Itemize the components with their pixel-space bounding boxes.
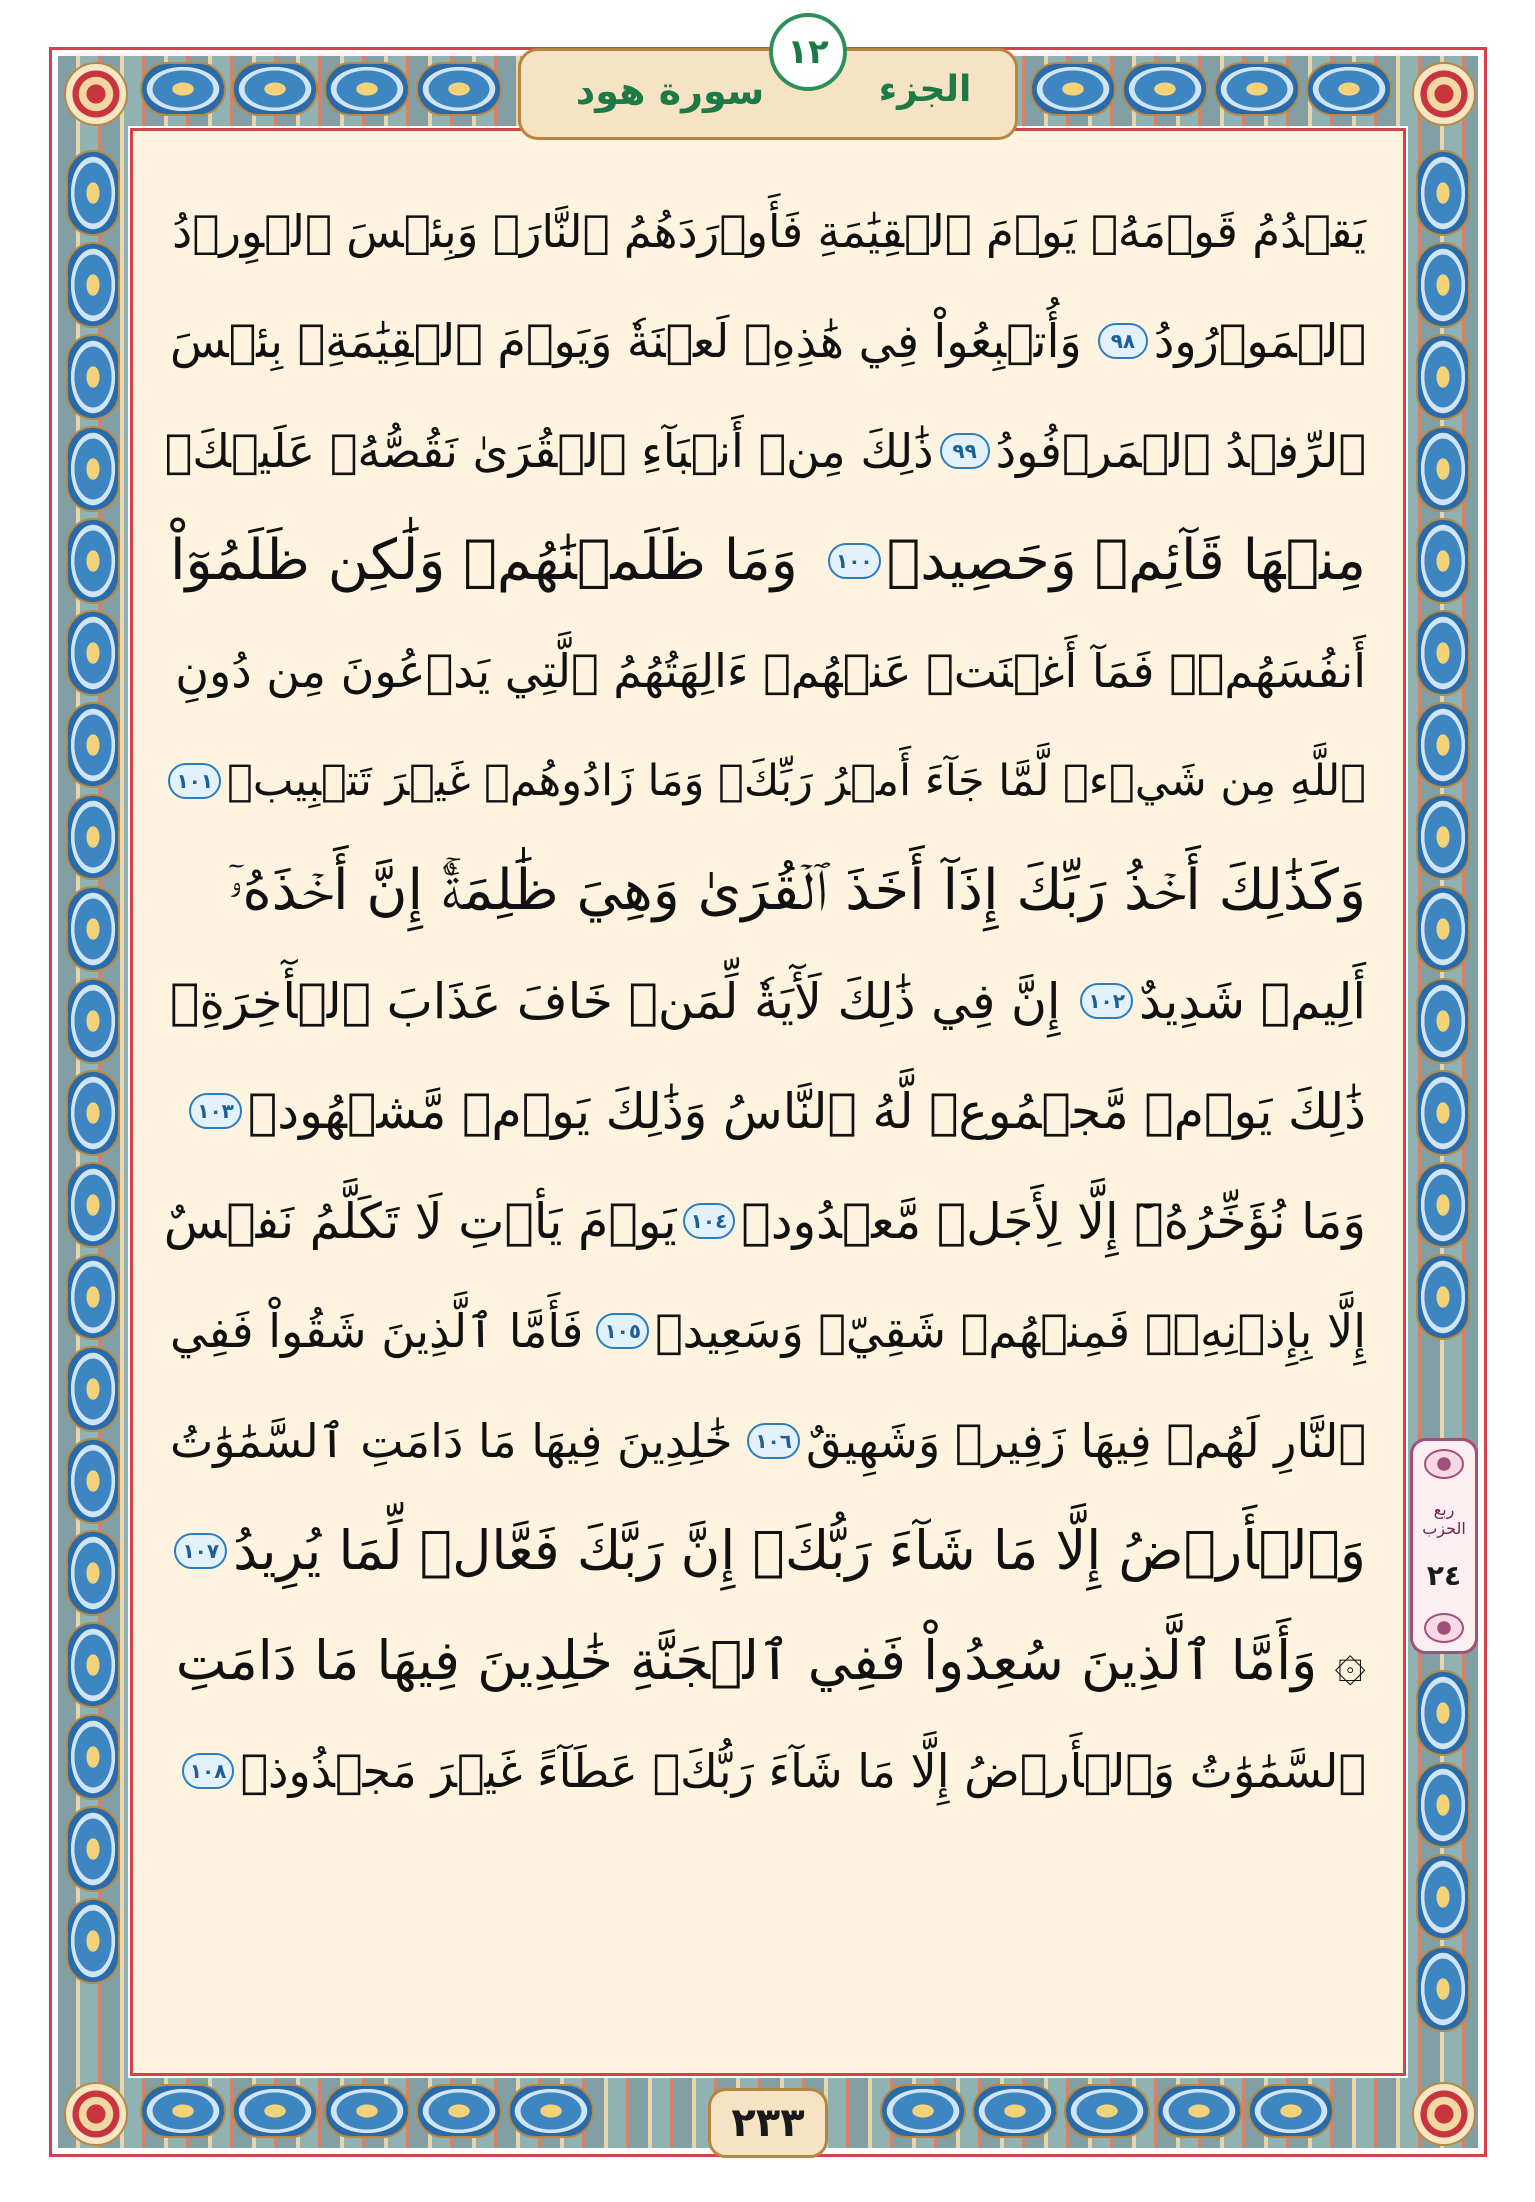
frame-bottom-ornaments [140,2084,594,2138]
hizb-number: ٢٤ [1426,1559,1462,1593]
ayah-number-marker: ١٠٠ [828,543,881,579]
verse-text: وَمَا ظَلَمۡنَٰهُمۡ وَلَٰكِن ظَلَمُوٓاْ [170,528,798,593]
text-line [170,1606,1366,1716]
ayah-number-marker: ٩٨ [1098,323,1148,359]
corner-rosette-top-left [64,62,128,126]
frame-top-ornaments [140,62,502,116]
ayah-number-marker: ١٠٦ [747,1423,800,1459]
text-line [170,616,1366,726]
frame-bottom-ornaments-right [880,2084,1334,2138]
ayah-number-marker: ١٠٤ [683,1203,736,1239]
text-line [170,286,1366,396]
text-line [170,1276,1366,1386]
verse-text: ۞ وَأَمَّا ٱلَّذِينَ سُعِدُواْ فَفِي ٱلۡجَنَّةِ خَٰلِدِينَ فِيهَا مَا دَامَتِ [175,1629,1366,1692]
ayah-number-marker: ١٠٧ [174,1533,227,1569]
verse-text: خَٰلِدِينَ فِيهَا مَا دَامَتِ ٱلسَّمَٰوَٰتُ [170,1414,733,1468]
ayah-number-marker: ١٠٣ [189,1093,242,1129]
text-line [170,726,1366,836]
frame-right-ornaments [1416,150,1470,1340]
hizb-label: ربع الحزب [1422,1499,1466,1539]
verse-text: أَلِيمٞ شَدِيدٌ [1138,972,1366,1030]
ayah-number-marker: ١٠٥ [596,1313,649,1349]
verse-text: وَأُتۡبِعُواْ فِي هَٰذِهِۦ لَعۡنَةٗ وَيَوۡمَ ٱلۡقِيَٰمَةِۚ بِئۡسَ [170,314,1082,368]
frame-left-ornaments [66,150,120,1984]
frame-top-ornaments-right [1030,62,1392,116]
verse-text: ٱلسَّمَٰوَٰتُ وَٱلۡأَرۡضُ إِلَّا مَا شَآءَ رَبُّكَۖ عَطَآءً غَيۡرَ مَجۡذُوذٖ [240,1744,1366,1798]
verse-text: ٱلرِّفۡدُ ٱلۡمَرۡفُودُ [995,424,1366,478]
text-line [170,1056,1366,1166]
juz-number-medallion: ١٢ [769,13,847,91]
frame-right-ornaments-lower [1416,1670,1470,2032]
page-number: ٢٣٣ [708,2088,828,2158]
hizb-ornament-top-icon [1424,1449,1464,1479]
verse-text: ذَٰلِكَ يَوۡمٞ مَّجۡمُوعٞ لَّهُ ٱلنَّاسُ وَذَٰلِكَ يَوۡمٞ مَّشۡهُودٞ [247,1082,1366,1140]
verse-text: مِنۡهَا قَآئِمٞ وَحَصِيدٞ [886,528,1366,593]
text-line [170,836,1366,946]
verse-text: وَمَا نُؤَخِّرُهُۥٓ إِلَّا لِأَجَلٖ مَّعۡدُودٖ [741,1192,1366,1250]
text-line [170,176,1366,286]
verse-text: ذَٰلِكَ مِنۡ أَنۢبَآءِ ٱلۡقُرَىٰ نَقُصُّهُۥ عَلَيۡكَۖ [164,424,934,478]
text-line [170,1386,1366,1496]
text-line [170,1716,1366,1826]
text-line [170,1496,1366,1606]
ayah-number-marker: ٩٩ [940,433,990,469]
ayah-number-marker: ١٠١ [168,763,221,799]
verse-text: إِلَّا بِإِذۡنِهِۦۚ فَمِنۡهُمۡ شَقِيّٞ وَسَعِيدٞ [655,1304,1366,1358]
text-line [163,1166,1366,1276]
hizb-ornament-bottom-icon [1424,1613,1464,1643]
corner-rosette-top-right [1412,62,1476,126]
corner-rosette-bottom-right [1412,2082,1476,2146]
text-line [164,396,1366,506]
corner-rosette-bottom-left [64,2082,128,2146]
quran-text [163,176,1366,1826]
verse-text: أَنفُسَهُمۡۖ فَمَآ أَغۡنَتۡ عَنۡهُمۡ ءَالِهَتُهُمُ ٱلَّتِي يَدۡعُونَ مِن دُونِ [175,644,1366,698]
hizb-marker [1410,1438,1478,1654]
verse-text: فَأَمَّا ٱلَّذِينَ شَقُواْ فَفِي [170,1304,584,1358]
verse-text: إِنَّ فِي ذَٰلِكَ لَأٓيَةٗ لِّمَنۡ خَافَ عَذَابَ ٱلۡأٓخِرَةِۚ [170,972,1061,1030]
text-line [170,506,1366,616]
juz-label: الجزء [878,68,972,110]
verse-text: وَٱلۡأَرۡضُ إِلَّا مَا شَآءَ رَبُّكَۚ إِنَّ رَبَّكَ فَعَّالٞ لِّمَا يُرِيدُ [233,1519,1366,1582]
ayah-number-marker: ١٠٨ [182,1753,235,1789]
text-line [170,946,1366,1056]
surah-name: سورة هود [575,69,765,113]
verse-text: وَكَذَٰلِكَ أَخۡذُ رَبِّكَ إِذَآ أَخَذَ ٱلۡقُرَىٰ وَهِيَ ظَٰلِمَةٌۚ إِنَّ أَخۡذَهُۥٓ [228,858,1366,923]
verse-text: ٱللَّهِ مِن شَيۡءٖ لَّمَّا جَآءَ أَمۡرُ رَبِّكَۖ وَمَا زَادُوهُمۡ غَيۡرَ تَتۡبِيبٖ [227,755,1366,806]
verse-text: يَقۡدُمُ قَوۡمَهُۥ يَوۡمَ ٱلۡقِيَٰمَةِ فَأَوۡرَدَهُمُ ٱلنَّارَۖ وَبِئۡسَ ٱلۡوِرۡدُ [172,204,1366,258]
verse-text: ٱلۡمَوۡرُودُ [1153,314,1366,368]
verse-text: ٱلنَّارِ لَهُمۡ فِيهَا زَفِيرٞ وَشَهِيقٌ [805,1414,1366,1468]
verse-text: يَوۡمَ يَأۡتِ لَا تَكَلَّمُ نَفۡسٌ [163,1192,677,1250]
ayah-number-marker: ١٠٢ [1080,983,1133,1019]
